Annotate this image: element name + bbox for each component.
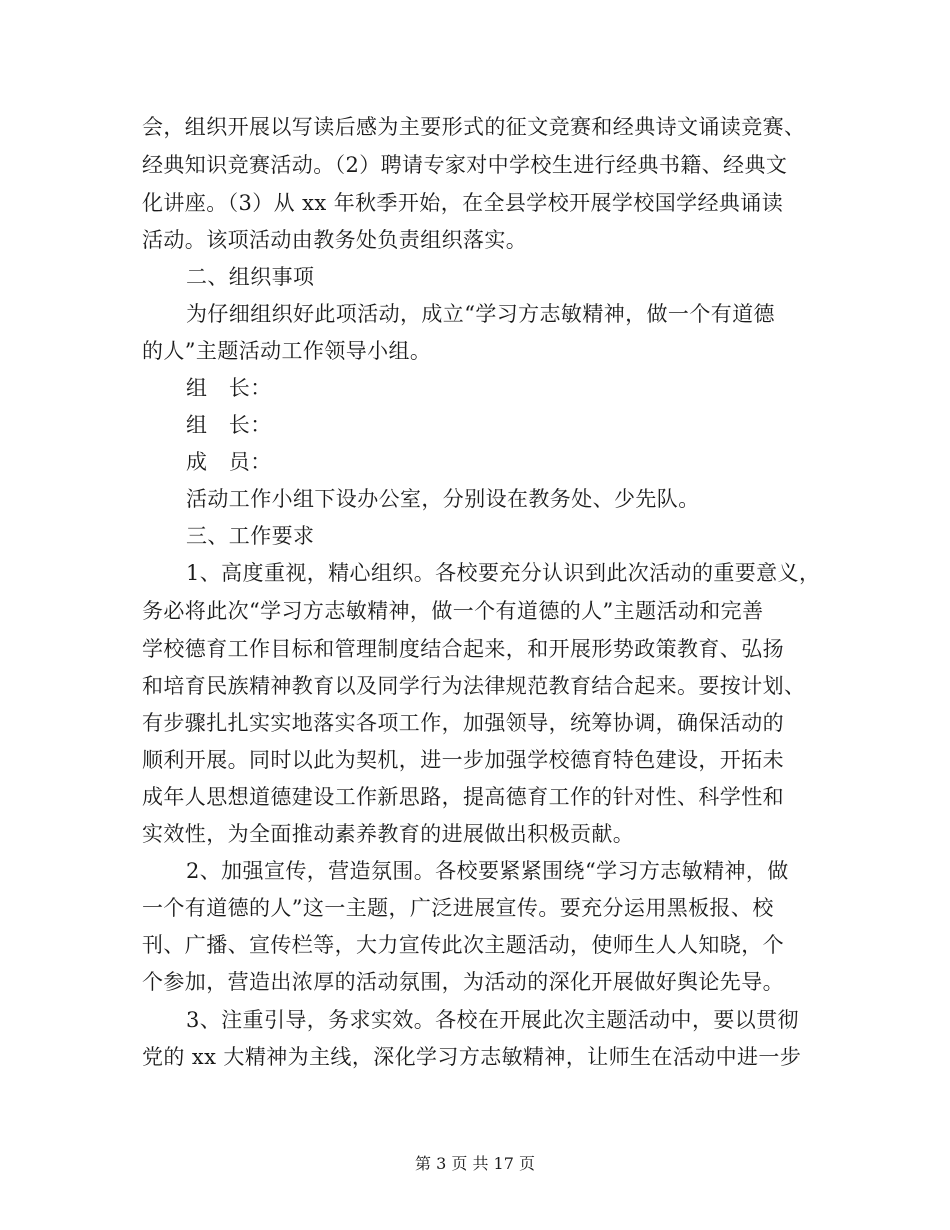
text-line: 有步骤扎扎实实地落实各项工作，加强领导，统筹协调，确保活动的 (142, 711, 784, 735)
text-line: 学校德育工作目标和管理制度结合起来，和开展形势政策教育、弘扬 (142, 637, 784, 661)
text-line: 1、高度重视，精心组织。各校要充分认识到此次活动的重要意义， (186, 561, 821, 585)
text-line: 一个有道德的人”这一主题，广泛进展宣传。要充分运用黑板报、校 (142, 896, 774, 920)
text-line: 组 长： (186, 376, 272, 400)
section-heading: 三、工作要求 (186, 524, 315, 548)
text-line: 和培育民族精神教育以及同学行为法律规范教育结合起来。要按计划、 (142, 674, 806, 698)
text-line: 务必将此次“学习方志敏精神，做一个有道德的人”主题活动和完善 (142, 599, 764, 623)
text-line: 个参加，营造出浓厚的活动氛围，为活动的深化开展做好舆论先导。 (142, 970, 784, 994)
text-line: 2、加强宣传，营造氛围。各校要紧紧围绕“学习方志敏精神，做 (186, 859, 789, 883)
text-line: 活动。该项活动由教务处负责组织落实。 (142, 228, 528, 252)
text-line: 成年人思想道德建设工作新思路，提高德育工作的针对性、科学性和 (142, 785, 784, 809)
text-line: 经典知识竞赛活动。（2）聘请专家对中学校生进行经典书籍、经典文 (142, 153, 788, 177)
section-heading: 二、组织事项 (186, 265, 315, 289)
text-line: 化讲座。（3）从 xx 年秋季开始，在全县学校开展学校国学经典诵读 (142, 191, 784, 215)
text-line: 实效性，为全面推动素养教育的进展做出积极贡献。 (142, 822, 635, 846)
text-line: 3、注重引导，务求实效。各校在开展此次主题活动中，要以贯彻 (186, 1008, 799, 1032)
page-number-footer: 第 3 页 共 17 页 (415, 1154, 535, 1173)
text-line: 会，组织开展以写读后感为主要形式的征文竞赛和经典诗文诵读竞赛、 (142, 115, 806, 139)
text-line: 党的 xx 大精神为主线，深化学习方志敏精神，让师生在活动中进一步 (142, 1045, 802, 1069)
text-line: 刊、广播、宣传栏等，大力宣传此次主题活动，使师生人人知晓，个 (142, 933, 784, 957)
text-line: 顺利开展。同时以此为契机，进一步加强学校德育特色建设，开拓未 (142, 748, 784, 772)
text-line: 成 员： (186, 450, 272, 474)
text-line: 组 长： (186, 413, 272, 437)
text-line: 为仔细组织好此项活动，成立“学习方志敏精神，做一个有道德 (186, 302, 775, 326)
text-line: 的人”主题活动工作领导小组。 (142, 339, 432, 363)
text-line: 活动工作小组下设办公室，分别设在教务处、少先队。 (186, 487, 700, 511)
